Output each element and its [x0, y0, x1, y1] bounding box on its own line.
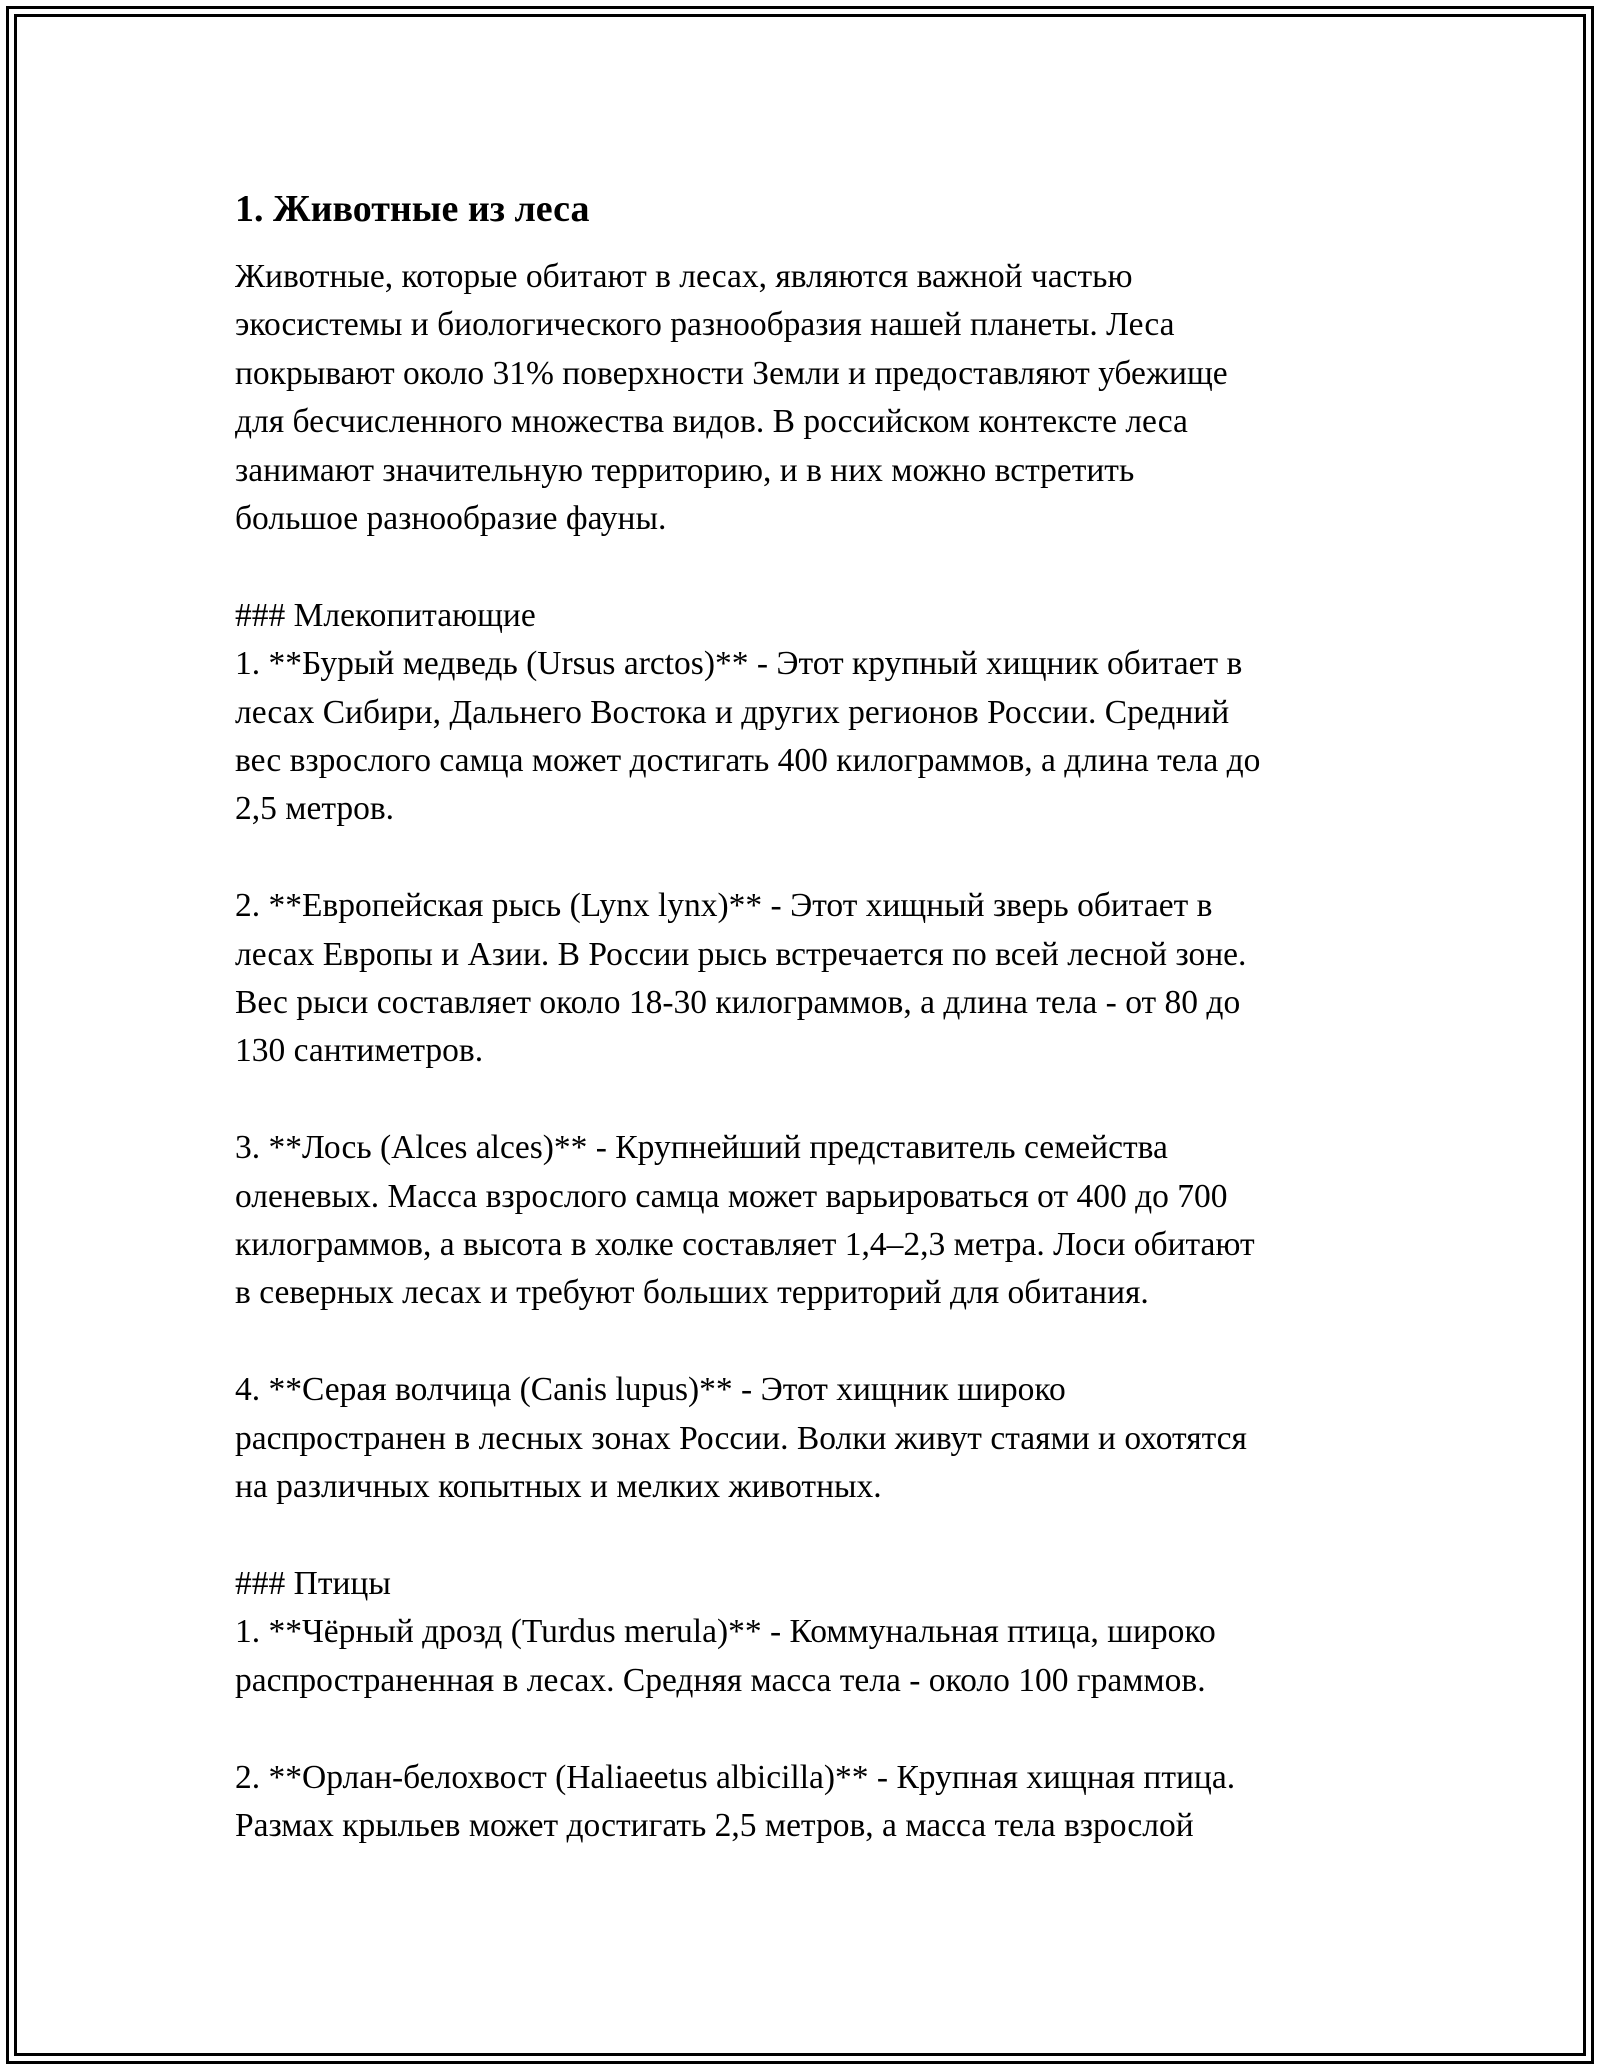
bird-item-eagle: 2. **Орлан-белохвост (Haliaeetus albicilla)** - Крупная хищная птица. Размах крыльев может достигать 2,5 метров, а масса тела взрослой — [235, 1758, 1236, 1844]
bird-item-blackbird: 1. **Чёрный дрозд (Turdus merula)** - Коммунальная птица, широко распространенная в лесах. Средняя масса тела - около 100 граммов. — [235, 1613, 1216, 1699]
spacer — [235, 1318, 1375, 1366]
mammal-item-moose: 3. **Лось (Alces alces)** - Крупнейший представитель семейства оленевых. Масса взрослого самца может варьироваться от 400 до 700 килограммов, а высота в холке составляет 1,4–2,3 метра. Лоси обитают в северных лесах и требуют больших территорий для обитания. — [235, 1129, 1255, 1312]
spacer — [235, 543, 1375, 591]
intro-paragraph: Животные, которые обитают в лесах, являются важной частью экосистемы и биологического разнообразия нашей планеты. Леса покрывают около 31% поверхности Земли и предоставляют убежище для бесчисленного множества видов. В российском контексте леса занимают значительную территорию, и в них можно встретить большое разнообразие фауны. — [235, 258, 1228, 538]
document-body — [235, 185, 1375, 1850]
spacer — [235, 834, 1375, 882]
mammals-heading: ### Млекопитающие — [235, 596, 536, 634]
spacer — [235, 1076, 1375, 1124]
spacer — [235, 1705, 1375, 1753]
document-title: 1. Животные из леса — [235, 188, 590, 230]
birds-heading: ### Птицы — [235, 1564, 391, 1602]
mammal-item-lynx: 2. **Европейская рысь (Lynx lynx)** - Этот хищный зверь обитает в лесах Европы и Азии. В России рысь встречается по всей лесной зоне. Вес рыси составляет около 18-30 килограммов, а длина тела - от 80 до 130 сантиметров. — [235, 887, 1247, 1070]
mammal-item-wolf: 4. **Серая волчица (Canis lupus)** - Этот хищник широко распространен в лесных зонах России. Волки живут стаями и охотятся на различных копытных и мелких животных. — [235, 1371, 1247, 1506]
spacer — [235, 1512, 1375, 1560]
mammal-item-brown-bear: 1. **Бурый медведь (Ursus arctos)** - Этот крупный хищник обитает в лесах Сибири, Дальнего Востока и других регионов России. Средний вес взрослого самца может достигать 400 килограммов, а длина тела до 2,5 метров. — [235, 645, 1261, 828]
